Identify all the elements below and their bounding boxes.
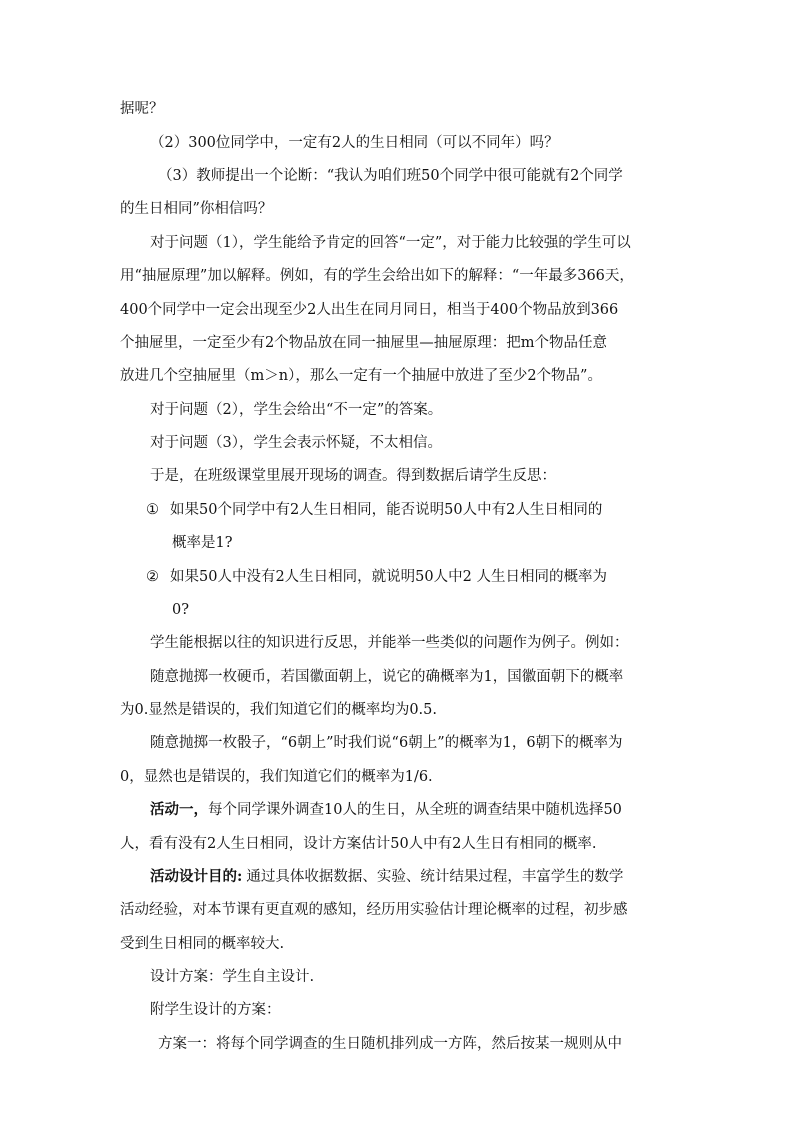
text-line: 个抽屉里，一定至少有2个物品放在同一抽屉里—抽屉原理：把m个物品任意: [120, 335, 607, 351]
text-line: 学生能根据以往的知识进行反思，并能举一些类似的问题作为例子。例如：: [150, 635, 629, 651]
list-item: [146, 500, 602, 520]
text-line: 的生日相同”你相信吗？: [120, 201, 273, 217]
text-line: 方案一：将每个同学调查的生日随机排列成一方阵，然后按某一规则从中: [158, 1036, 622, 1052]
list-item-text: 如果50个同学中有2人生日相同，能否说明50人中有2人生日相同的: [170, 502, 603, 518]
text-line: 活动经验，对本节课有更直观的感知，经历用实验估计理论概率的过程，初步感: [120, 902, 628, 918]
text-line: 对于问题（1），学生能给予肯定的回答“一定”，对于能力比较强的学生可以: [150, 235, 631, 251]
text-line: 附学生设计的方案：: [150, 1002, 281, 1018]
text-line: 人，看有没有2人生日相同，设计方案估计50人中有2人生日有相同的概率.: [120, 836, 597, 852]
text-line: 活动设计目的: 通过具体收据数据、实验、统计结果过程，丰富学生的数学: [150, 868, 624, 885]
list-item: [146, 567, 607, 587]
text-line: （2）300位同学中，一定有2人的生日相同（可以不同年）吗？: [150, 135, 559, 151]
text-line: 设计方案：学生自主设计.: [150, 969, 315, 985]
text-line: 对于问题（2），学生会给出“不一定”的答案。: [150, 402, 443, 418]
text-line: 用“抽屉原理”加以解释。例如，有的学生会给出如下的解释：“一年最多366天，: [120, 268, 634, 284]
text-line: 受到生日相同的概率较大.: [120, 936, 285, 952]
text-line: 为0.显然是错误的，我们知道它们的概率均为0.5.: [120, 702, 438, 718]
text-line: 放进几个空抽屉里（m＞n），那么一定有一个抽屉中放进了至少2个物品”。: [120, 368, 602, 384]
list-marker: ①: [146, 502, 159, 518]
activity-heading: 活动一，: [150, 801, 208, 818]
text-line: 概率是1?: [172, 535, 233, 551]
text-line: 于是，在班级课堂里展开现场的调查。得到数据后请学生反思：: [150, 468, 556, 484]
text-line: 0?: [172, 602, 189, 618]
text-line: 对于问题（3），学生会表示怀疑，不太相信。: [150, 435, 442, 451]
text-line: 活动一，每个同学课外调查10人的生日，从全班的调查结果中随机选择50: [150, 801, 622, 818]
text-line: 0，显然也是错误的，我们知道它们的概率为1/6.: [120, 769, 433, 785]
design-purpose-heading: 活动设计目的:: [150, 868, 243, 885]
text-line: 据呢？: [120, 101, 164, 117]
text-line: 400个同学中一定会出现至少2人出生在同月同日，相当于400个物品放到366: [120, 302, 619, 318]
text-line: （3）教师提出一个论断：“我认为咱们班50个同学中很可能就有2个同学: [158, 168, 623, 184]
list-marker: ②: [146, 569, 159, 585]
text-line: 随意抛掷一枚骰子，“6朝上”时我们说“6朝上”的概率为1，6朝下的概率为: [150, 735, 623, 751]
list-item-text: 如果50人中没有2人生日相同，就说明50人中2 人生日相同的概率为: [170, 569, 607, 585]
text-line: 随意抛掷一枚硬币，若国徽面朝上，说它的确概率为1，国徽面朝下的概率: [150, 669, 624, 685]
